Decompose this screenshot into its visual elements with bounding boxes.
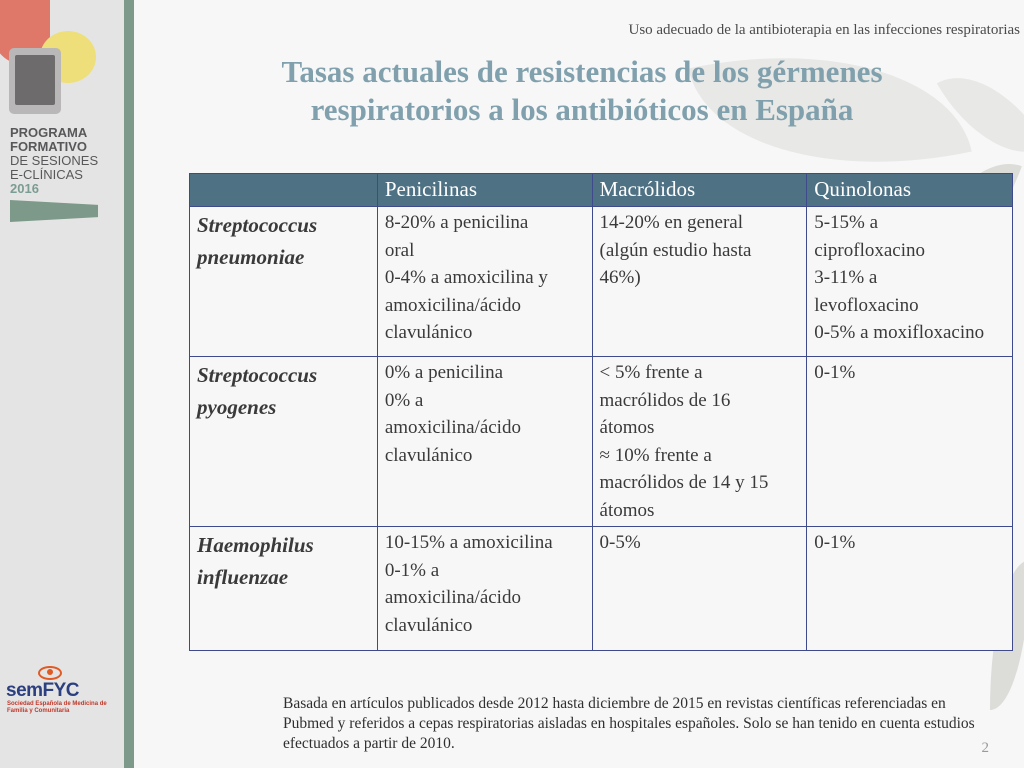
cell-line: 0-4% a amoxicilina y [384, 267, 548, 288]
penicilinas-cell [377, 357, 592, 527]
cell-line: 0% a [384, 389, 424, 411]
macrolidos-cell [592, 207, 807, 357]
cell-line: clavulánico [384, 322, 473, 343]
resistance-table [189, 173, 1013, 651]
quinolonas-cell [807, 527, 1013, 651]
page-number: 2 [981, 740, 989, 756]
slide-title-line: Tasas actuales de resistencias de los gérmenes [281, 54, 883, 89]
cell-line: ciprofloxacino [814, 239, 926, 261]
cell-line: 0-1% a [384, 559, 440, 581]
species-cell [190, 357, 378, 527]
cell-line: 0-5% a moxifloxacino [814, 322, 985, 343]
cell-line: < 5% frente a [599, 362, 703, 383]
cell-line: 10-15% a amoxicilina [384, 532, 553, 553]
cell-line: 3-11% a [814, 267, 878, 288]
cell-line: oral [384, 239, 415, 261]
cell-line: 8-20% a penicilina [384, 212, 529, 233]
presentation-header: Uso adecuado de la antibioterapia en las infecciones respiratorias [628, 22, 1020, 38]
cell-line: 14-20% en general [599, 212, 744, 233]
species-cell [190, 527, 378, 651]
slide-title [140, 53, 1024, 129]
program-label [10, 126, 98, 196]
macrolidos-cell [592, 357, 807, 527]
cell-line: 0-1% [814, 532, 856, 553]
sidebar [0, 0, 124, 768]
cell-line: clavulánico [384, 444, 473, 466]
cell-line: 5-15% a [814, 212, 879, 233]
cell-line: macrólidos de 14 y 15 [599, 472, 769, 493]
cell-line: macrólidos de 16 [599, 389, 731, 411]
species-cell [190, 207, 378, 357]
cell-line: átomos [599, 499, 655, 521]
program-line: FORMATIVO [10, 139, 88, 154]
column-header [190, 174, 378, 207]
program-line: DE SESIONES [10, 153, 99, 168]
column-header-penicilinas: Penicilinas [377, 174, 592, 207]
quinolonas-cell [807, 207, 1013, 357]
species-name: Streptococcus [197, 213, 318, 237]
table-row [190, 357, 1013, 527]
penicilinas-cell [377, 207, 592, 357]
table-row [190, 207, 1013, 357]
species-name: Haemophilus [197, 533, 314, 557]
cell-line: amoxicilina/ácido [384, 587, 521, 608]
footnote: Basada en artículos publicados desde 2012 hasta diciembre de 2015 en revistas científicas referenciadas en Pubmed y referidos a cepas respiratorias aisladas en hospitales españoles. Solo se han tenido en cuenta estudios efectuados a partir de 2010. [283, 695, 975, 752]
sidebar-accent-band [124, 0, 134, 768]
cell-line: 0% a penicilina [384, 362, 504, 383]
slide-title-line: respiratorios a los antibióticos en España [310, 92, 854, 127]
semfyc-logo-subtitle: Sociedad Española de Medicina de Familia y Comunitaria [7, 701, 107, 714]
cell-line: 0-5% [599, 532, 641, 553]
program-line: PROGRAMA [10, 125, 88, 140]
tablet-screen-icon [15, 55, 55, 105]
species-name: pyogenes [197, 395, 277, 419]
column-header-macrolidos: Macrólidos [592, 174, 807, 207]
cell-line: levofloxacino [814, 294, 919, 316]
species-name: Streptococcus [197, 363, 318, 387]
semfyc-logo: semFYC [6, 680, 80, 701]
cell-line: amoxicilina/ácido [384, 417, 521, 438]
species-name: pneumoniae [197, 245, 305, 269]
cell-line: amoxicilina/ácido [384, 294, 521, 316]
cell-line: clavulánico [384, 614, 473, 636]
quinolonas-cell [807, 357, 1013, 527]
cell-line: (algún estudio hasta [599, 239, 752, 261]
program-year: 2016 [10, 181, 39, 196]
penicilinas-cell [377, 527, 592, 651]
column-header-quinolonas: Quinolonas [807, 174, 1013, 207]
semfyc-logo-icon [38, 666, 62, 680]
cell-line: 0-1% [814, 362, 856, 383]
cell-line: 46%) [599, 267, 641, 288]
macrolidos-cell [592, 527, 807, 651]
table-header-row [190, 174, 1013, 207]
cell-line: ≈ 10% frente a [599, 444, 712, 466]
cell-line: átomos [599, 417, 655, 438]
program-line: E-CLÍNICAS [10, 167, 83, 182]
table-row [190, 527, 1013, 651]
species-name: influenzae [197, 565, 289, 589]
